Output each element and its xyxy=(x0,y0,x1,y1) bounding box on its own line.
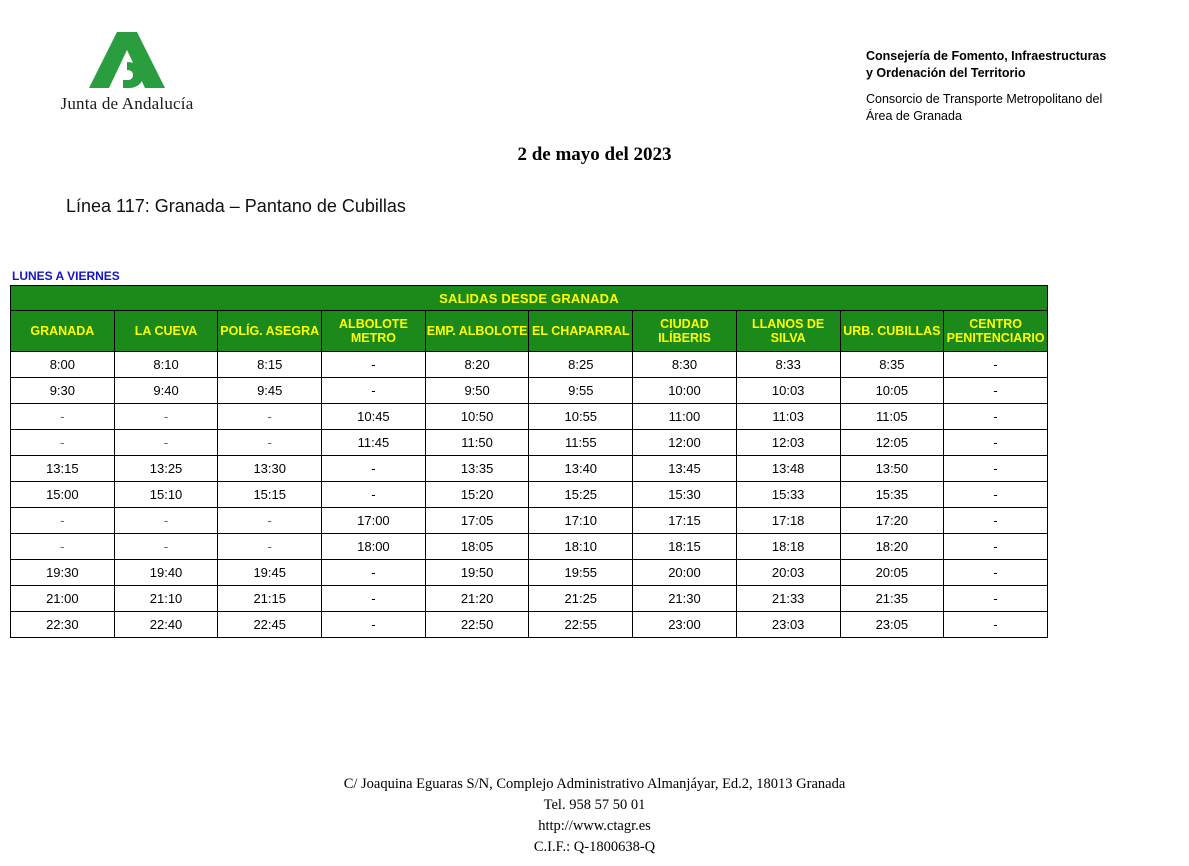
organization-block xyxy=(866,48,1166,125)
departure-time-cell: - xyxy=(322,612,426,638)
departure-time-cell: 15:20 xyxy=(425,482,529,508)
departure-time-cell: 19:55 xyxy=(529,560,633,586)
departure-time-cell: - xyxy=(944,612,1048,638)
departure-time-cell: - xyxy=(944,560,1048,586)
departure-time-cell: 10:03 xyxy=(736,378,840,404)
table-row xyxy=(11,352,1048,378)
org-line-3: Consorcio de Transporte Metropolitano del xyxy=(866,91,1103,106)
departure-time-cell: 13:35 xyxy=(425,456,529,482)
departure-time-cell: - xyxy=(944,508,1048,534)
departure-time-cell: 10:00 xyxy=(633,378,737,404)
departure-time-cell: - xyxy=(218,534,322,560)
departure-time-cell: 17:05 xyxy=(425,508,529,534)
departure-time-cell: 13:45 xyxy=(633,456,737,482)
timetable-header-row xyxy=(11,311,1048,352)
departure-time-cell: 8:25 xyxy=(529,352,633,378)
departure-time-cell: 18:15 xyxy=(633,534,737,560)
departure-time-cell: 21:33 xyxy=(736,586,840,612)
departure-time-cell: 13:50 xyxy=(840,456,944,482)
departure-time-cell: 11:00 xyxy=(633,404,737,430)
departure-time-cell: 21:25 xyxy=(529,586,633,612)
departure-time-cell: - xyxy=(944,586,1048,612)
departure-time-cell: 11:03 xyxy=(736,404,840,430)
timetable xyxy=(10,285,1048,638)
departure-time-cell: 15:33 xyxy=(736,482,840,508)
departure-time-cell: 10:45 xyxy=(322,404,426,430)
departure-time-cell: 23:00 xyxy=(633,612,737,638)
departure-time-cell: - xyxy=(11,430,115,456)
departure-time-cell: - xyxy=(944,456,1048,482)
departure-time-cell: - xyxy=(11,534,115,560)
table-row xyxy=(11,534,1048,560)
table-row xyxy=(11,430,1048,456)
departure-time-cell: 17:20 xyxy=(840,508,944,534)
departure-time-cell: - xyxy=(218,430,322,456)
departure-time-cell: 22:40 xyxy=(114,612,218,638)
timetable-banner: SALIDAS DESDE GRANADA xyxy=(11,286,1048,311)
departure-time-cell: 11:55 xyxy=(529,430,633,456)
departure-time-cell: 15:25 xyxy=(529,482,633,508)
table-row xyxy=(11,404,1048,430)
departure-time-cell: 23:05 xyxy=(840,612,944,638)
departure-time-cell: 12:00 xyxy=(633,430,737,456)
departure-time-cell: 20:03 xyxy=(736,560,840,586)
column-header: GRANADA xyxy=(11,311,115,352)
departure-time-cell: - xyxy=(322,482,426,508)
departure-time-cell: 11:45 xyxy=(322,430,426,456)
departure-time-cell: - xyxy=(944,352,1048,378)
departure-time-cell: 21:20 xyxy=(425,586,529,612)
departure-time-cell: 22:30 xyxy=(11,612,115,638)
departure-time-cell: 8:20 xyxy=(425,352,529,378)
departure-time-cell: 19:45 xyxy=(218,560,322,586)
footer-web: http://www.ctagr.es xyxy=(538,817,651,834)
departure-time-cell: - xyxy=(322,586,426,612)
departure-time-cell: 13:40 xyxy=(529,456,633,482)
departure-time-cell: - xyxy=(322,456,426,482)
departure-time-cell: - xyxy=(944,404,1048,430)
departure-time-cell: 13:30 xyxy=(218,456,322,482)
departure-time-cell: 20:05 xyxy=(840,560,944,586)
departure-time-cell: 11:50 xyxy=(425,430,529,456)
document-date: 2 de mayo del 2023 xyxy=(517,144,672,165)
departure-time-cell: 22:45 xyxy=(218,612,322,638)
departure-time-cell: 20:00 xyxy=(633,560,737,586)
departure-time-cell: 10:55 xyxy=(529,404,633,430)
column-header: POLÍG. ASEGRA xyxy=(218,311,322,352)
table-row xyxy=(11,456,1048,482)
departure-time-cell: - xyxy=(944,378,1048,404)
departure-time-cell: - xyxy=(114,534,218,560)
departure-time-cell: 15:10 xyxy=(114,482,218,508)
departure-time-cell: 15:15 xyxy=(218,482,322,508)
departure-time-cell: - xyxy=(218,404,322,430)
logo-caption: Junta de Andalucía xyxy=(60,94,194,113)
departure-time-cell: - xyxy=(322,560,426,586)
departure-time-cell: 18:10 xyxy=(529,534,633,560)
departure-time-cell: - xyxy=(322,352,426,378)
departure-time-cell: 19:50 xyxy=(425,560,529,586)
org-line-1: Consejería de Fomento, Infraestructuras xyxy=(866,49,1107,63)
departure-time-cell: 19:40 xyxy=(114,560,218,586)
timetable-container xyxy=(10,285,1048,638)
departure-time-cell: 15:00 xyxy=(11,482,115,508)
departure-time-cell: 18:05 xyxy=(425,534,529,560)
day-range-label: LUNES A VIERNES xyxy=(12,269,120,283)
departure-time-cell: - xyxy=(114,404,218,430)
table-row xyxy=(11,586,1048,612)
column-header: LLANOS DE SILVA xyxy=(736,311,840,352)
departure-time-cell: 18:20 xyxy=(840,534,944,560)
departure-time-cell: 8:33 xyxy=(736,352,840,378)
footer-cif: C.I.F.: Q-1800638-Q xyxy=(533,838,656,855)
departure-time-cell: 8:10 xyxy=(114,352,218,378)
departure-time-cell: 8:35 xyxy=(840,352,944,378)
departure-time-cell: 11:05 xyxy=(840,404,944,430)
departure-time-cell: 21:10 xyxy=(114,586,218,612)
footer-phone: Tel. 958 57 50 01 xyxy=(543,796,646,813)
column-header: ALBOLOTE METRO xyxy=(322,311,426,352)
departure-time-cell: - xyxy=(114,508,218,534)
departure-time-cell: 21:30 xyxy=(633,586,737,612)
line-title: Línea 117: Granada – Pantano de Cubillas xyxy=(66,196,406,216)
departure-time-cell: 8:30 xyxy=(633,352,737,378)
departure-time-cell: 21:00 xyxy=(11,586,115,612)
departure-time-cell: 17:15 xyxy=(633,508,737,534)
table-row xyxy=(11,508,1048,534)
departure-time-cell: 13:48 xyxy=(736,456,840,482)
departure-time-cell: - xyxy=(11,404,115,430)
departure-time-cell: 8:15 xyxy=(218,352,322,378)
departure-time-cell: 9:55 xyxy=(529,378,633,404)
junta-logo-icon xyxy=(22,28,232,90)
departure-time-cell: 9:30 xyxy=(11,378,115,404)
departure-time-cell: 21:15 xyxy=(218,586,322,612)
timetable-banner-row xyxy=(11,286,1048,311)
column-header: URB. CUBILLAS xyxy=(840,311,944,352)
departure-time-cell: 15:30 xyxy=(633,482,737,508)
departure-time-cell: - xyxy=(944,430,1048,456)
departure-time-cell: 10:50 xyxy=(425,404,529,430)
column-header: CIUDAD ILÍBERIS xyxy=(633,311,737,352)
departure-time-cell: 19:30 xyxy=(11,560,115,586)
table-row xyxy=(11,560,1048,586)
table-row xyxy=(11,612,1048,638)
departure-time-cell: 9:40 xyxy=(114,378,218,404)
departure-time-cell: 18:00 xyxy=(322,534,426,560)
departure-time-cell: - xyxy=(114,430,218,456)
org-line-4: Área de Granada xyxy=(866,108,962,123)
column-header: EL CHAPARRAL xyxy=(529,311,633,352)
page-footer xyxy=(0,774,1189,858)
departure-time-cell: 22:55 xyxy=(529,612,633,638)
departure-time-cell: 17:00 xyxy=(322,508,426,534)
departure-time-cell: 13:15 xyxy=(11,456,115,482)
departure-time-cell: 12:03 xyxy=(736,430,840,456)
departure-time-cell: 18:18 xyxy=(736,534,840,560)
departure-time-cell: 15:35 xyxy=(840,482,944,508)
departure-time-cell: - xyxy=(944,534,1048,560)
departure-time-cell: 10:05 xyxy=(840,378,944,404)
footer-address: C/ Joaquina Eguaras S/N, Complejo Administrativo Almanjáyar, Ed.2, 18013 Granada xyxy=(343,775,846,792)
departure-time-cell: 9:45 xyxy=(218,378,322,404)
column-header: CENTRO PENITENCIARIO xyxy=(944,311,1048,352)
departure-time-cell: 12:05 xyxy=(840,430,944,456)
table-row xyxy=(11,482,1048,508)
departure-time-cell: 9:50 xyxy=(425,378,529,404)
departure-time-cell: 22:50 xyxy=(425,612,529,638)
junta-andalucia-logo xyxy=(22,28,232,114)
departure-time-cell: 13:25 xyxy=(114,456,218,482)
departure-time-cell: 21:35 xyxy=(840,586,944,612)
page-header xyxy=(0,0,1189,130)
column-header: EMP. ALBOLOTE xyxy=(425,311,529,352)
departure-time-cell: - xyxy=(322,378,426,404)
departure-time-cell: 17:10 xyxy=(529,508,633,534)
departure-time-cell: - xyxy=(11,508,115,534)
table-row xyxy=(11,378,1048,404)
column-header: LA CUEVA xyxy=(114,311,218,352)
org-line-2: y Ordenación del Territorio xyxy=(866,65,1026,80)
departure-time-cell: 17:18 xyxy=(736,508,840,534)
departure-time-cell: 23:03 xyxy=(736,612,840,638)
departure-time-cell: - xyxy=(944,482,1048,508)
departure-time-cell: 8:00 xyxy=(11,352,115,378)
departure-time-cell: - xyxy=(218,508,322,534)
